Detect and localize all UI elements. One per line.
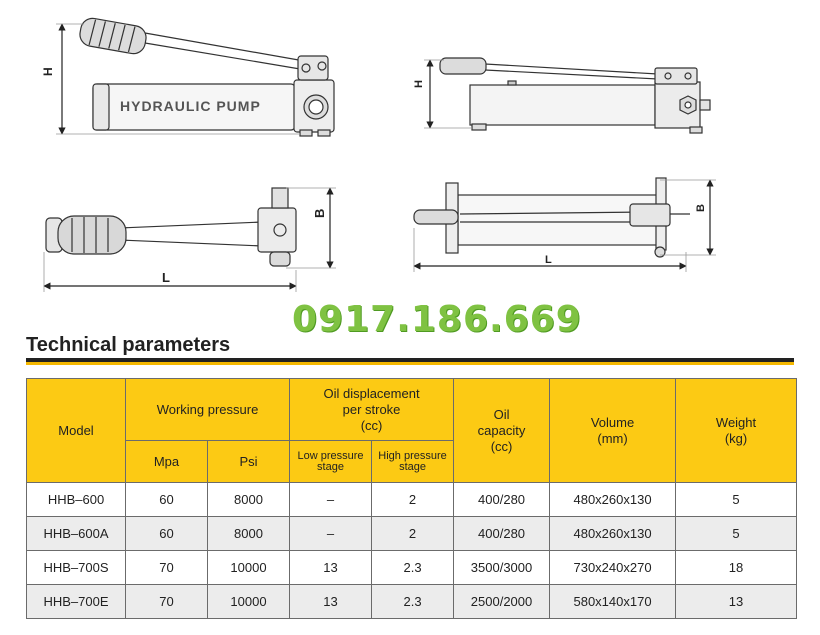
table-row [27,551,797,585]
header-high-pressure-stage: High pressure stage [372,441,454,483]
header-oil-capacity: Oil capacity (cc) [454,379,550,483]
cell-weight: 18 [676,551,797,585]
table-row [27,517,797,551]
top-view-right [414,178,716,272]
cell-psi: 8000 [208,517,290,551]
cell-high-stage: 2.3 [372,551,454,585]
cell-volume: 480x260x130 [550,517,676,551]
cell-mpa: 70 [126,585,208,619]
cell-capacity: 2500/2000 [454,585,550,619]
cell-psi: 10000 [208,551,290,585]
cell-model: HHB–600 [27,483,126,517]
technical-parameters-table [26,378,797,619]
cell-capacity: 400/280 [454,517,550,551]
cell-model: HHB–700S [27,551,126,585]
side-view-right [424,58,710,133]
cell-mpa: 60 [126,517,208,551]
cell-high-stage: 2 [372,517,454,551]
dim-b-label-left: B [312,208,327,218]
header-volume: Volume (mm) [550,379,676,483]
dim-h-label-right: H [413,80,425,88]
dim-h-label-left: H [41,67,55,76]
dim-l-label-right: L [545,254,552,266]
cell-volume: 580x140x170 [550,585,676,619]
top-view-left [44,188,336,292]
section-title: Technical parameters [26,334,231,356]
cell-weight: 5 [676,517,797,551]
cell-mpa: 70 [126,551,208,585]
cell-volume: 480x260x130 [550,483,676,517]
side-view-left [56,16,334,136]
header-mpa: Mpa [126,441,208,483]
pump-technical-drawing [0,0,820,300]
cell-high-stage: 2 [372,483,454,517]
cell-weight: 13 [676,585,797,619]
cell-model: HHB–700E [27,585,126,619]
cell-capacity: 400/280 [454,483,550,517]
dim-b-label-right: B [695,204,707,212]
header-low-pressure-stage: Low pressure stage [290,441,372,483]
cell-mpa: 60 [126,483,208,517]
table-row [27,483,797,517]
cell-psi: 10000 [208,585,290,619]
cell-high-stage: 2.3 [372,585,454,619]
cell-low-stage: 13 [290,551,372,585]
header-oil-displacement: Oil displacement per stroke (cc) [290,379,454,441]
cell-model: HHB–600A [27,517,126,551]
title-rule-accent [26,362,794,365]
cell-low-stage: – [290,517,372,551]
cell-volume: 730x240x270 [550,551,676,585]
header-working-pressure: Working pressure [126,379,290,441]
cell-psi: 8000 [208,483,290,517]
pump-body-label: HYDRAULIC PUMP [120,98,261,114]
table-row [27,585,797,619]
header-psi: Psi [208,441,290,483]
phone-number-watermark: 0917.186.669 [292,299,582,340]
dim-l-label-left: L [162,270,170,285]
header-weight: Weight (kg) [676,379,797,483]
cell-low-stage: 13 [290,585,372,619]
cell-weight: 5 [676,483,797,517]
cell-capacity: 3500/3000 [454,551,550,585]
header-model: Model [27,379,126,483]
cell-low-stage: – [290,483,372,517]
